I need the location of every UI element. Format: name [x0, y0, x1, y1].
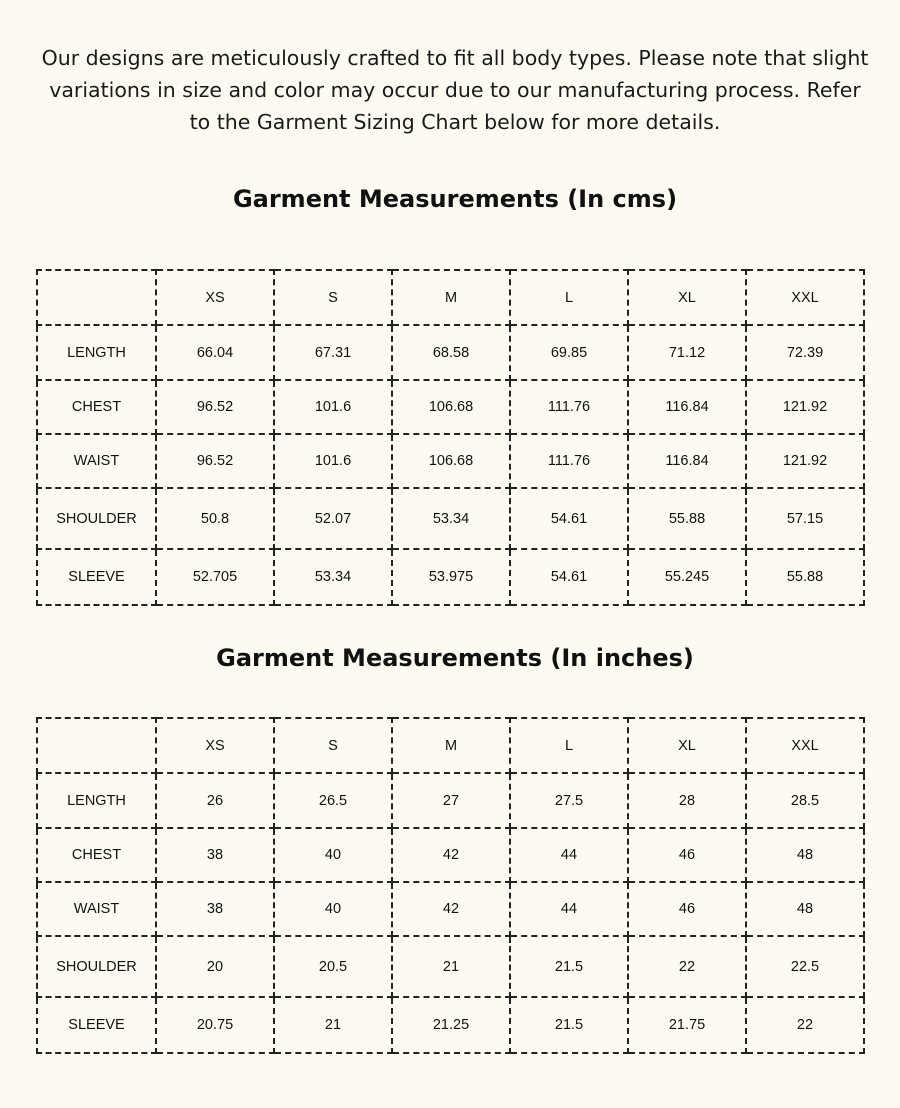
table-cell: 69.85 [510, 325, 628, 380]
header-cell-l: L [510, 270, 628, 325]
header-cell-s: S [274, 270, 392, 325]
table-cell: 116.84 [628, 380, 746, 434]
header-cell-m: M [392, 718, 510, 773]
table-row-shoulder [37, 488, 864, 549]
table-cell: 55.88 [628, 488, 746, 549]
table-cell: 111.76 [510, 380, 628, 434]
table-cell: 42 [392, 882, 510, 936]
table-cell: 66.04 [156, 325, 274, 380]
table-cell: 121.92 [746, 380, 864, 434]
table-cell: 52.07 [274, 488, 392, 549]
header-cell-xxl: XXL [746, 270, 864, 325]
table-cell: 40 [274, 828, 392, 882]
header-cell-xl: XL [628, 718, 746, 773]
table-cell: 55.88 [746, 549, 864, 605]
table-cell: 46 [628, 828, 746, 882]
table-cell: 28 [628, 773, 746, 828]
table-cell: 121.92 [746, 434, 864, 488]
table-cell: 71.12 [628, 325, 746, 380]
header-cell-xs: XS [156, 270, 274, 325]
table-cell: 111.76 [510, 434, 628, 488]
table-row-chest [37, 828, 864, 882]
row-label: WAIST [37, 434, 156, 488]
table-cell: 38 [156, 828, 274, 882]
table-cell: 20.75 [156, 997, 274, 1053]
table-row-waist [37, 434, 864, 488]
header-cell-xxl: XXL [746, 718, 864, 773]
table-cell: 68.58 [392, 325, 510, 380]
table-cell: 20 [156, 936, 274, 997]
table-cell: 28.5 [746, 773, 864, 828]
row-label: SHOULDER [37, 488, 156, 549]
table-cell: 50.8 [156, 488, 274, 549]
table-cell: 20.5 [274, 936, 392, 997]
table-cell: 22 [746, 997, 864, 1053]
row-label: SLEEVE [37, 997, 156, 1053]
row-label: WAIST [37, 882, 156, 936]
table-title-cms: Garment Measurements (In cms) [232, 185, 678, 213]
table-cell: 96.52 [156, 434, 274, 488]
table-cell: 21 [274, 997, 392, 1053]
table-row-sleeve [37, 549, 864, 605]
header-cell-l: L [510, 718, 628, 773]
row-label: LENGTH [37, 325, 156, 380]
table-cell: 44 [510, 882, 628, 936]
table-cell: 106.68 [392, 434, 510, 488]
table-cell: 52.705 [156, 549, 274, 605]
header-cell-blank [37, 270, 156, 325]
table-cell: 40 [274, 882, 392, 936]
intro-paragraph: Our designs are meticulously crafted to fit all body types. Please note that slight variations in size and color may occur due to our manufacturing process. Refer to the Garment Sizing Chart below for more details. [41, 46, 869, 134]
table-cell: 26.5 [274, 773, 392, 828]
header-cell-xs: XS [156, 718, 274, 773]
header-cell-m: M [392, 270, 510, 325]
table-cell: 27.5 [510, 773, 628, 828]
table-cell: 21.75 [628, 997, 746, 1053]
table-row-waist [37, 882, 864, 936]
row-label: LENGTH [37, 773, 156, 828]
row-label: CHEST [37, 828, 156, 882]
table-row-sleeve [37, 997, 864, 1053]
table-cell: 46 [628, 882, 746, 936]
table-row-shoulder [37, 936, 864, 997]
table-cell: 53.975 [392, 549, 510, 605]
table-cell: 57.15 [746, 488, 864, 549]
row-label: SLEEVE [37, 549, 156, 605]
size-table-inches [36, 717, 865, 1054]
table-title-inches: Garment Measurements (In inches) [216, 644, 694, 672]
table-cell: 22.5 [746, 936, 864, 997]
table-cell: 54.61 [510, 488, 628, 549]
table-cell: 72.39 [746, 325, 864, 380]
table-cell: 116.84 [628, 434, 746, 488]
table-row-length [37, 773, 864, 828]
row-label: SHOULDER [37, 936, 156, 997]
table-cell: 54.61 [510, 549, 628, 605]
table-header-row [37, 718, 864, 773]
header-cell-xl: XL [628, 270, 746, 325]
table-cell: 96.52 [156, 380, 274, 434]
table-cell: 53.34 [392, 488, 510, 549]
table-cell: 21.5 [510, 936, 628, 997]
header-cell-s: S [274, 718, 392, 773]
table-header-row [37, 270, 864, 325]
table-cell: 21.25 [392, 997, 510, 1053]
table-cell: 67.31 [274, 325, 392, 380]
table-row-length [37, 325, 864, 380]
table-cell: 101.6 [274, 434, 392, 488]
table-cell: 27 [392, 773, 510, 828]
table-cell: 48 [746, 828, 864, 882]
table-cell: 22 [628, 936, 746, 997]
table-cell: 38 [156, 882, 274, 936]
table-cell: 26 [156, 773, 274, 828]
table-row-chest [37, 380, 864, 434]
table-cell: 53.34 [274, 549, 392, 605]
table-cell: 106.68 [392, 380, 510, 434]
table-cell: 42 [392, 828, 510, 882]
header-cell-blank [37, 718, 156, 773]
table-cell: 101.6 [274, 380, 392, 434]
row-label: CHEST [37, 380, 156, 434]
table-cell: 55.245 [628, 549, 746, 605]
table-cell: 21 [392, 936, 510, 997]
table-cell: 21.5 [510, 997, 628, 1053]
table-cell: 44 [510, 828, 628, 882]
table-cell: 48 [746, 882, 864, 936]
size-table-cms [36, 269, 865, 606]
